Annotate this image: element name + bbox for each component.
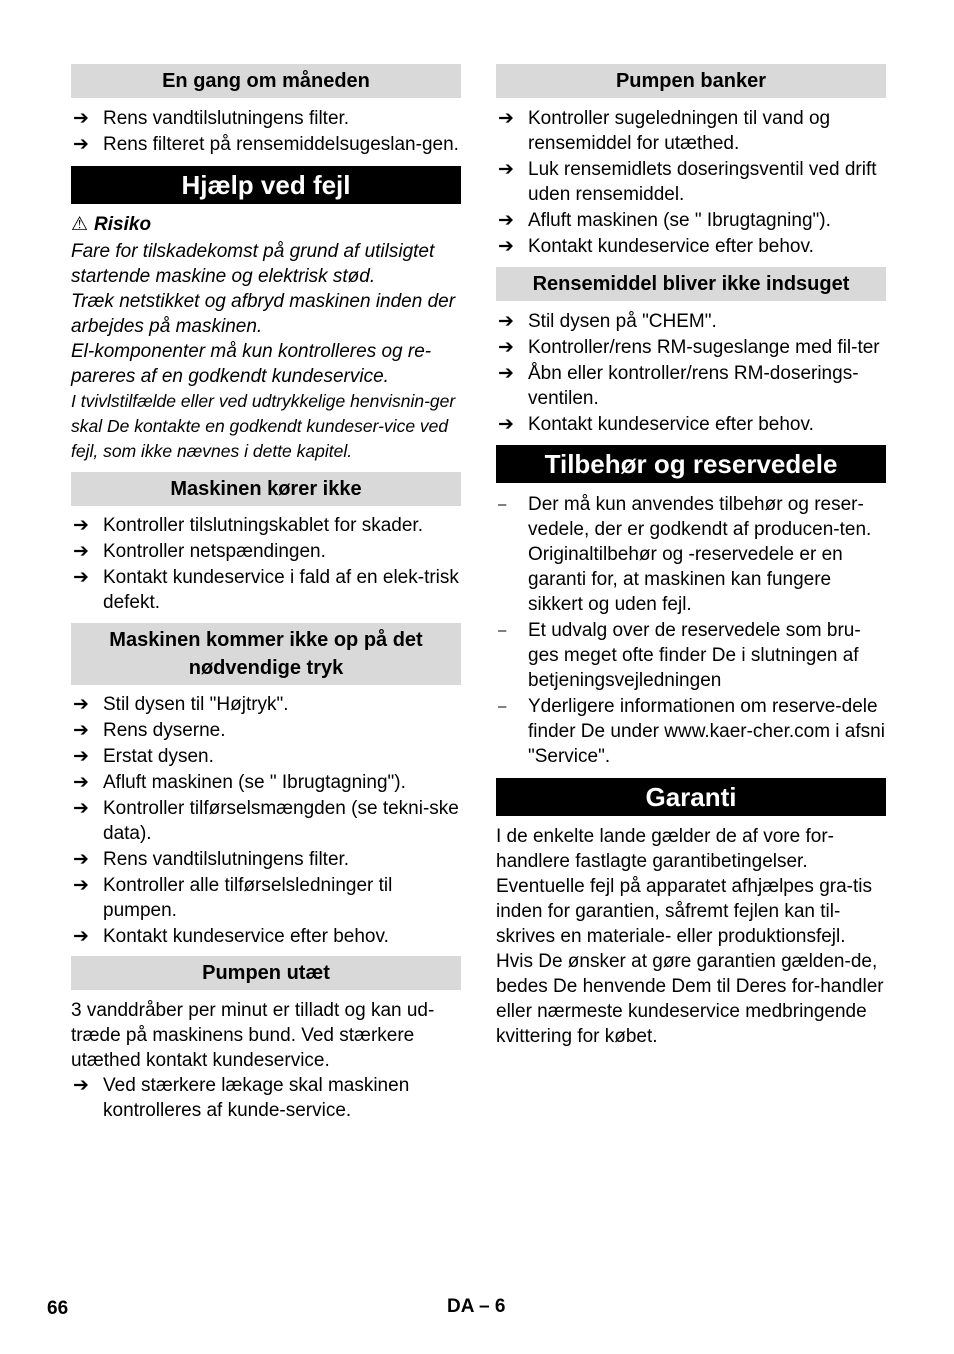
list-item: – Yderligere informationen om reserve-dele finder De under www.kaer-cher.com i afsni "Service".	[498, 696, 885, 767]
section-marker: DA – 6	[447, 1296, 506, 1317]
list-item: ➔ Kontroller tilslutningskablet for skader.	[73, 515, 423, 536]
dash-icon: –	[498, 496, 507, 513]
heading-accessories: Tilbehør og reservedele	[496, 445, 886, 483]
heading-no-pressure: Maskinen kommer ikke op på det nødvendige tryk	[71, 623, 461, 685]
list-item: ➔ Kontroller tilførselsmængden (se tekni-ske data).	[73, 798, 459, 844]
list-item: ➔ Åbn eller kontroller/rens RM-doserings-ventilen.	[498, 363, 859, 409]
arrow-right-icon: ➔	[73, 849, 89, 870]
list-item: ➔ Luk rensemidlets doseringsventil ved drift uden rensemiddel.	[498, 159, 877, 205]
warning-text: Træk netstikket og afbryd maskinen inden der arbejdes på maskinen.	[71, 291, 456, 337]
heading-detergent: Rensemiddel bliver ikke indsuget	[496, 267, 886, 301]
list-item: ➔ Rens dyserne.	[73, 720, 226, 741]
accessories-list	[496, 492, 886, 769]
list-item: ➔ Kontakt kundeservice i fald af en elek-trisk defekt.	[73, 567, 459, 613]
arrow-right-icon: ➔	[498, 311, 514, 332]
arrow-right-icon: ➔	[73, 798, 89, 819]
list-item: ➔ Rens vandtilslutningens filter.	[73, 108, 350, 129]
right-column	[496, 64, 886, 1049]
list-item: ➔ Kontroller/rens RM-sugeslange med fil-ter	[498, 337, 880, 358]
warning-block	[71, 212, 461, 464]
leak-list	[71, 1073, 461, 1123]
list-item: ➔ Kontakt kundeservice efter behov.	[73, 926, 389, 947]
arrow-right-icon: ➔	[498, 414, 514, 435]
list-item: ➔ Stil dysen til "Højtryk".	[73, 694, 289, 715]
arrow-right-icon: ➔	[73, 746, 89, 767]
list-item: – Der må kun anvendes tilbehør og reser-vedele, der er godkendt af producen-ten. Originaltilbehør og -reservedele er en garanti for, at maskinen kan fungere sikkert og uden fejl.	[498, 494, 872, 615]
warranty-paragraph: I de enkelte lande gælder de af vore for-handlere fastlagte garantibetingelser. Eventuelle fejl på apparatet afhjælpes gra-tis inden for garantien, såfremt fejlen kan til-skrives en materiale- eller produktionsfejl. Hvis De ønsker at gøre garantien gælden-de, bedes De henvende Dem til Deres for-handler eller nærmeste kundeservice medbringende kvittering for købet.	[496, 826, 884, 1047]
left-column	[71, 64, 461, 1124]
list-item: ➔ Afluft maskinen (se " Ibrugtagning").	[73, 772, 406, 793]
arrow-right-icon: ➔	[73, 541, 89, 562]
list-item: ➔ Kontroller alle tilførselsledninger til pumpen.	[73, 875, 393, 921]
warning-text-small: I tvivlstilfælde eller ved udtrykkelige henvisnin-ger skal De kontakte en godkendt kundeser-vice ved fejl, som ikke nævnes i dette kapitel.	[71, 391, 456, 461]
warning-text: Fare for tilskadekomst på grund af utilsigtet startende maskine og elektrisk stød.	[71, 241, 435, 287]
list-item: ➔ Kontakt kundeservice efter behov.	[498, 414, 814, 435]
knock-list	[496, 106, 886, 259]
arrow-right-icon: ➔	[73, 926, 89, 947]
list-item: ➔ Kontakt kundeservice efter behov.	[498, 236, 814, 257]
no-pressure-list	[71, 692, 461, 949]
warning-triangle-icon: ⚠	[71, 214, 89, 235]
arrow-right-icon: ➔	[498, 363, 514, 384]
arrow-right-icon: ➔	[498, 159, 514, 180]
dash-icon: –	[498, 698, 507, 715]
not-running-list	[71, 513, 461, 615]
arrow-right-icon: ➔	[498, 337, 514, 358]
list-item: ➔ Kontroller netspændingen.	[73, 541, 326, 562]
arrow-right-icon: ➔	[73, 515, 89, 536]
arrow-right-icon: ➔	[498, 236, 514, 257]
arrow-right-icon: ➔	[73, 567, 89, 588]
list-item: – Et udvalg over de reservedele som bru-ges meget ofte finder De i slutningen af betjeningsvejledningen	[498, 620, 861, 691]
arrow-right-icon: ➔	[73, 694, 89, 715]
arrow-right-icon: ➔	[73, 720, 89, 741]
arrow-right-icon: ➔	[73, 875, 89, 896]
heading-help: Hjælp ved fejl	[71, 166, 461, 204]
arrow-right-icon: ➔	[498, 108, 514, 129]
list-item: ➔ Ved stærkere lækage skal maskinen kontrolleres af kunde-service.	[73, 1075, 410, 1121]
warning-title: ⚠ Risiko	[71, 214, 152, 235]
page-number: 66	[47, 1298, 69, 1319]
arrow-right-icon: ➔	[73, 108, 89, 129]
list-item: ➔ Stil dysen på "CHEM".	[498, 311, 717, 332]
heading-monthly: En gang om måneden	[71, 64, 461, 98]
heading-knock: Pumpen banker	[496, 64, 886, 98]
heading-not-running: Maskinen kører ikke	[71, 472, 461, 506]
list-item: ➔ Rens filteret på rensemiddelsugeslan-gen.	[73, 134, 459, 155]
dash-icon: –	[498, 622, 507, 639]
heading-warranty: Garanti	[496, 778, 886, 816]
arrow-right-icon: ➔	[73, 772, 89, 793]
arrow-right-icon: ➔	[73, 1075, 89, 1096]
list-item: ➔ Afluft maskinen (se " Ibrugtagning").	[498, 210, 831, 231]
arrow-right-icon: ➔	[73, 134, 89, 155]
monthly-list	[71, 106, 461, 157]
arrow-right-icon: ➔	[498, 210, 514, 231]
warning-text: El-komponenter må kun kontrolleres og re-pareres af en godkendt kundeservice.	[71, 341, 432, 387]
list-item: ➔ Erstat dysen.	[73, 746, 214, 767]
detergent-list	[496, 309, 886, 437]
list-item: ➔ Rens vandtilslutningens filter.	[73, 849, 350, 870]
list-item: ➔ Kontroller sugeledningen til vand og rensemiddel for utæthed.	[498, 108, 831, 154]
heading-leak: Pumpen utæt	[71, 956, 461, 990]
leak-paragraph: 3 vanddråber per minut er tilladt og kan ud-træde på maskinens bund. Ved stærkere utæthed kontakt kundeservice.	[71, 1000, 435, 1071]
